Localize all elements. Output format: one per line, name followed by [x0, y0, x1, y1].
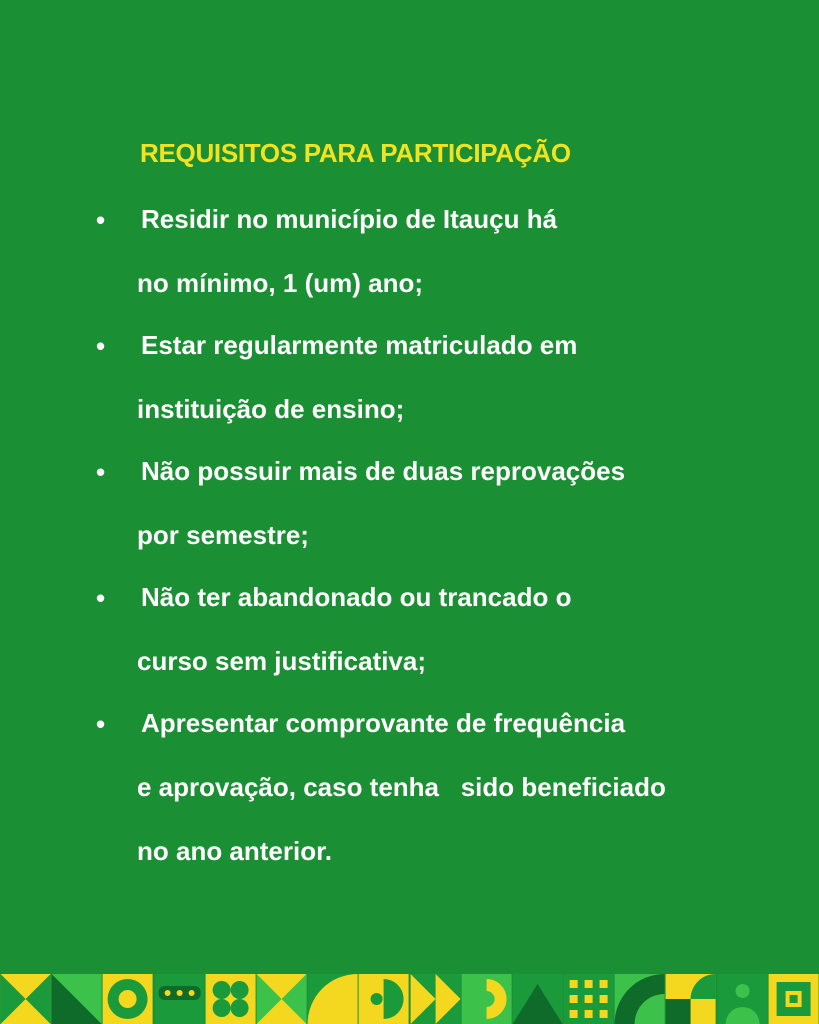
dots-pattern-icon	[154, 974, 205, 1024]
decorative-pattern-strip	[0, 974, 819, 1024]
requirement-5-line-1: Apresentar comprovante de frequência	[141, 708, 626, 738]
bullet-icon: •	[96, 583, 106, 613]
arrow-pattern-icon	[410, 974, 461, 1024]
requirement-2-line-1: Estar regularmente matriculado em	[141, 330, 578, 360]
requirement-5-line-2: e aprovação, caso tenha sido beneficiado	[137, 772, 666, 802]
grid-pattern-icon	[563, 974, 614, 1024]
requirement-2-line-2: instituição de ensino;	[137, 394, 405, 424]
requirement-1-line-1: Residir no município de Itauçu há	[141, 204, 558, 234]
leaf-pattern-icon	[205, 974, 256, 1024]
requirement-4-line-2: curso sem justificativa;	[137, 646, 426, 676]
arc-pattern-icon	[614, 974, 665, 1024]
half-circle-pattern-icon	[358, 974, 409, 1024]
triangle-pattern-icon	[51, 974, 102, 1024]
diamond-pattern-icon	[256, 974, 307, 1024]
person-pattern-icon	[717, 974, 768, 1024]
requirement-5-line-3: no ano anterior.	[137, 836, 333, 866]
bowtie-pattern-icon	[0, 974, 51, 1024]
ring-pattern-icon	[102, 974, 153, 1024]
requirement-4-line-1: Não ter abandonado ou trancado o	[141, 582, 572, 612]
square-frame-pattern-icon	[768, 974, 819, 1024]
bullet-icon: •	[96, 457, 106, 487]
bullet-icon: •	[96, 205, 106, 235]
requirement-1-line-2: no mínimo, 1 (um) ano;	[137, 268, 423, 298]
corner-pattern-icon	[665, 974, 716, 1024]
page-title: REQUISITOS PARA PARTICIPAÇÃO	[140, 138, 571, 168]
bullet-icon: •	[96, 331, 106, 361]
quarter-circle-pattern-icon	[307, 974, 358, 1024]
requirement-3-line-2: por semestre;	[137, 520, 309, 550]
bullet-icon: •	[96, 709, 106, 739]
requirement-3-line-1: Não possuir mais de duas reprovações	[141, 456, 626, 486]
semicircle-pattern-icon	[461, 974, 512, 1024]
mountain-pattern-icon	[512, 974, 563, 1024]
